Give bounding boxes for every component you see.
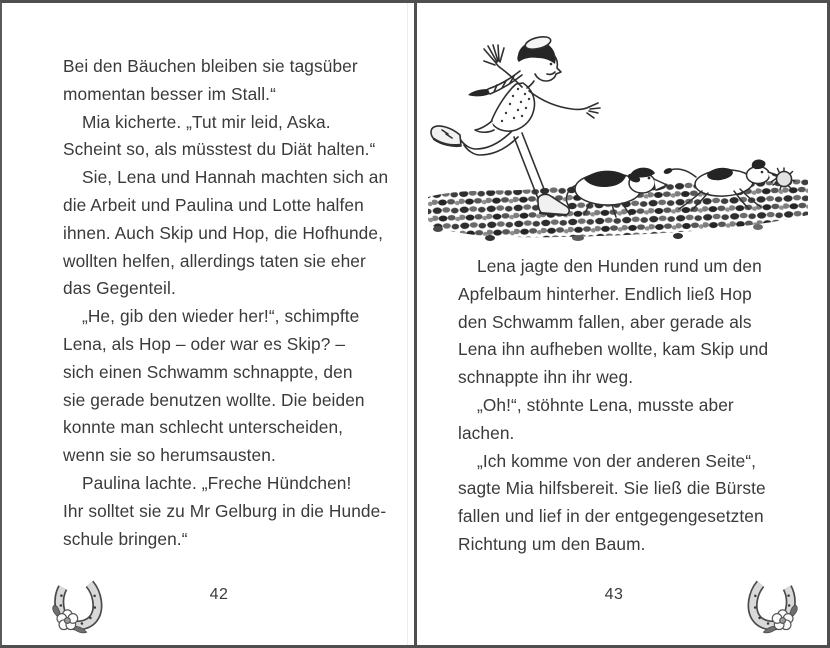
text-line: die Arbeit und Paulina und Lotte halfen bbox=[63, 194, 364, 215]
text-line: den Schwamm fallen, aber gerade als bbox=[458, 311, 752, 332]
text-line: Apfelbaum hinterher. Endlich ließ Hop bbox=[458, 283, 752, 304]
text-line: konnte man schlecht unterscheiden, bbox=[63, 417, 344, 438]
text-line: wenn sie so herumsausten. bbox=[63, 445, 276, 466]
text-line: sich einen Schwamm schnappte, den bbox=[63, 361, 353, 382]
text-line: sie gerade benutzen wollte. Die beiden bbox=[63, 389, 365, 410]
text-line: Scheint so, als müsstest du Diät halten.“ bbox=[63, 139, 376, 160]
text-line: momentan besser im Stall.“ bbox=[63, 83, 276, 104]
text-line: Lena ihn aufheben wollte, kam Skip und bbox=[458, 339, 769, 360]
text-line: wollten helfen, allerdings taten sie eher bbox=[63, 250, 366, 271]
left-page-text bbox=[63, 53, 389, 553]
text-line: Paulina lachte. „Freche Hündchen! bbox=[82, 472, 352, 493]
text-line: „Oh!“, stöhnte Lena, musste aber bbox=[477, 394, 734, 415]
text-line: Bei den Bäuchen bleiben sie tagsüber bbox=[63, 56, 358, 76]
text-line: Richtung um den Baum. bbox=[458, 533, 646, 554]
page-number-right: 43 bbox=[604, 586, 624, 603]
girl-chasing-dogs-illustration bbox=[426, 31, 810, 246]
page-number-left: 42 bbox=[209, 586, 229, 603]
text-line: fallen und lief in der entgegengesetzten bbox=[458, 506, 764, 527]
text-line: „Ich komme von der anderen Seite“, bbox=[477, 450, 757, 471]
page-divider bbox=[414, 3, 417, 645]
text-line: Lena, als Hop – oder war es Skip? – bbox=[63, 333, 346, 354]
text-line: sagte Mia hilfsbereit. Sie ließ die Bürste bbox=[458, 478, 766, 499]
page-edge-shadow bbox=[407, 3, 408, 645]
text-line: schule bringen.“ bbox=[63, 528, 188, 549]
text-line: das Gegenteil. bbox=[63, 278, 176, 299]
text-line: „He, gib den wieder her!“, schimpfte bbox=[82, 306, 360, 327]
text-line: Mia kicherte. „Tut mir leid, Aska. bbox=[82, 111, 331, 132]
right-page-text bbox=[458, 253, 770, 559]
text-line: Lena jagte den Hunden rund um den bbox=[477, 256, 762, 276]
text-line: ihnen. Auch Skip und Hop, die Hofhunde, bbox=[63, 222, 383, 243]
text-line: Ihr solltet sie zu Mr Gelburg in die Hunde- bbox=[63, 500, 387, 521]
text-line: lachen. bbox=[458, 422, 515, 443]
text-line: schnappte ihn ihr weg. bbox=[458, 367, 634, 388]
text-line: Sie, Lena und Hannah machten sich an bbox=[82, 167, 389, 188]
